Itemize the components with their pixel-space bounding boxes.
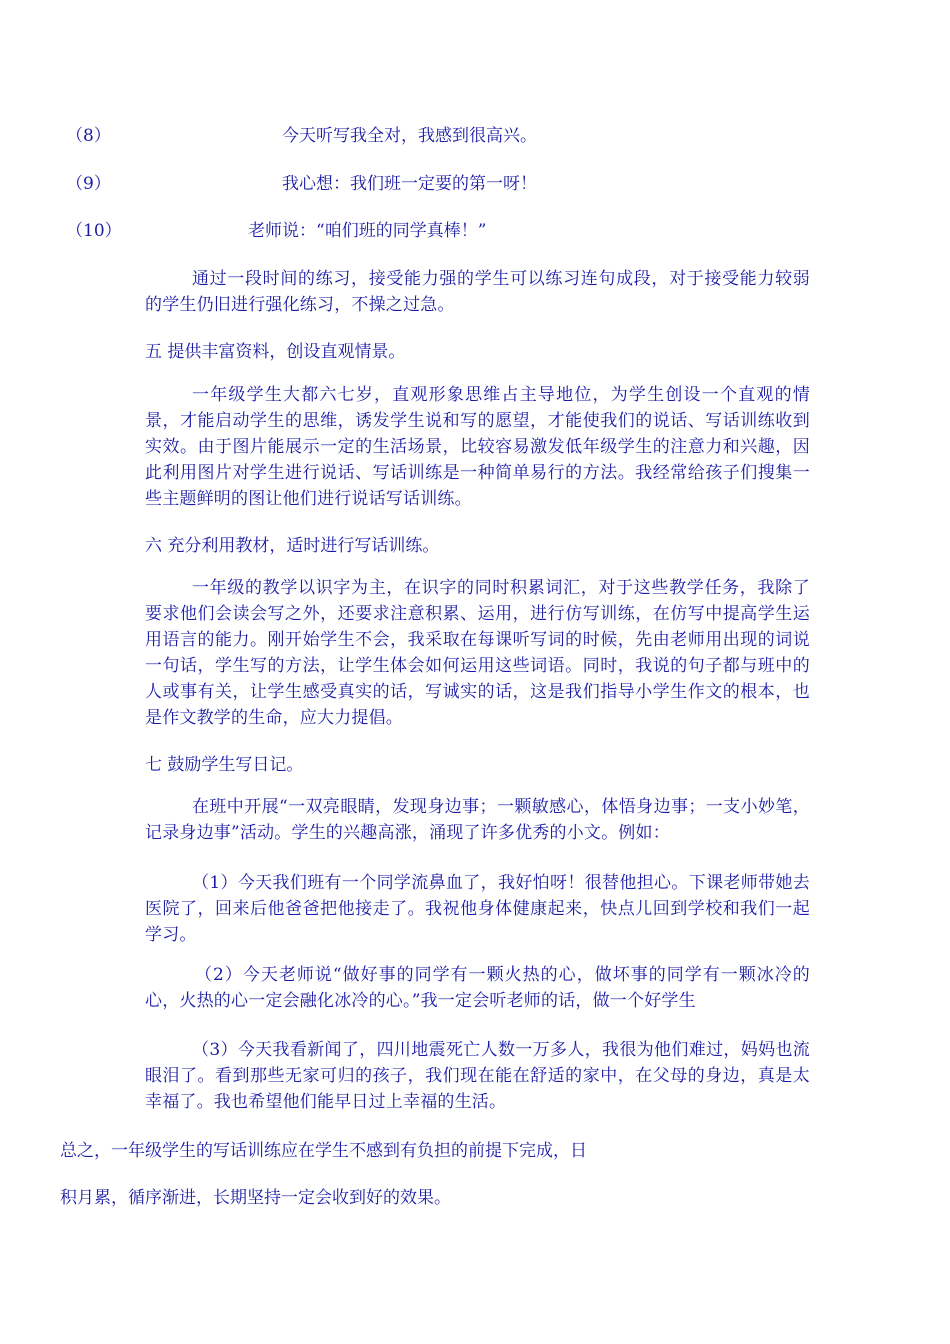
section-5-paragraph: 一年级学生大都六七岁，直观形象思维占主导地位，为学生创设一个直观的情景，才能启动学生的思维，诱发学生说和写的愿望，才能使我们的说话、写话训练收到实效。由于图片能展示一定的生活场景，比较容易激发低年级学生的注意力和兴趣，因此利用图片对学生进行说话、写话训练是一种简单易行的方法。我经常给孩子们搜集一些主题鲜明的图让他们进行说话写话训练。 (145, 385, 810, 509)
example-number: （8） (66, 126, 111, 146)
practice-paragraph: 通过一段时间的练习，接受能力强的学生可以练习连句成段，对于接受能力较弱的学生仍旧进行强化练习，不操之过急。 (145, 269, 810, 315)
diary-example-3: （3）今天我看新闻了，四川地震死亡人数一万多人，我很为他们难过，妈妈也流眼泪了。看到那些无家可归的孩子，我们现在能在舒适的家中，在父母的身边，真是太幸福了。我也希望他们能早日过上幸福的生活。 (145, 1040, 810, 1112)
example-number: （10） (66, 221, 122, 241)
example-sentence: 我心想：我们班一定要的第一呀！ (282, 174, 537, 194)
conclusion-line-1: 总之，一年级学生的写话训练应在学生不感到有负担的前提下完成，日 (60, 1141, 587, 1161)
section-6-paragraph: 一年级的教学以识字为主，在识字的同时积累词汇，对于这些教学任务，我除了要求他们会读会写之外，还要求注意积累、运用，进行仿写训练，在仿写中提高学生运用语言的能力。刚开始学生不会，我采取在每课听写词的时候，先由老师用出现的词说一句话，学生写的方法，让学生体会如何运用这些词语。同时，我说的句子都与班中的人或事有关，让学生感受真实的话，写诚实的话，这是我们指导小学生作文的根本，也是作文教学的生命，应大力提倡。 (145, 578, 810, 728)
diary-example-1: （1）今天我们班有一个同学流鼻血了，我好怕呀！很替他担心。下课老师带她去医院了，回来后他爸爸把他接走了。我祝他身体健康起来，快点儿回到学校和我们一起学习。 (145, 873, 810, 945)
section-heading-5: 五 提供丰富资料，创设直观情景。 (145, 342, 406, 362)
diary-example-2: （2）今天老师说“做好事的同学有一颗火热的心，做坏事的同学有一颗冰冷的心，火热的心一定会融化冰冷的心。”我一定会听老师的话，做一个好学生 (145, 965, 810, 1011)
section-heading-7: 七 鼓励学生写日记。 (145, 755, 304, 775)
example-sentence: 今天听写我全对，我感到很高兴。 (282, 126, 537, 146)
conclusion-line-2: 积月累，循序渐进，长期坚持一定会收到好的效果。 (60, 1188, 451, 1208)
example-number: （9） (66, 174, 111, 194)
example-sentence: 老师说：“咱们班的同学真棒！” (248, 221, 487, 241)
section-7-paragraph: 在班中开展“一双亮眼睛，发现身边事；一颗敏感心，体悟身边事；一支小妙笔，记录身边事”活动。学生的兴趣高涨，涌现了许多优秀的小文。例如： (145, 797, 810, 843)
section-heading-6: 六 充分利用教材，适时进行写话训练。 (145, 536, 440, 556)
